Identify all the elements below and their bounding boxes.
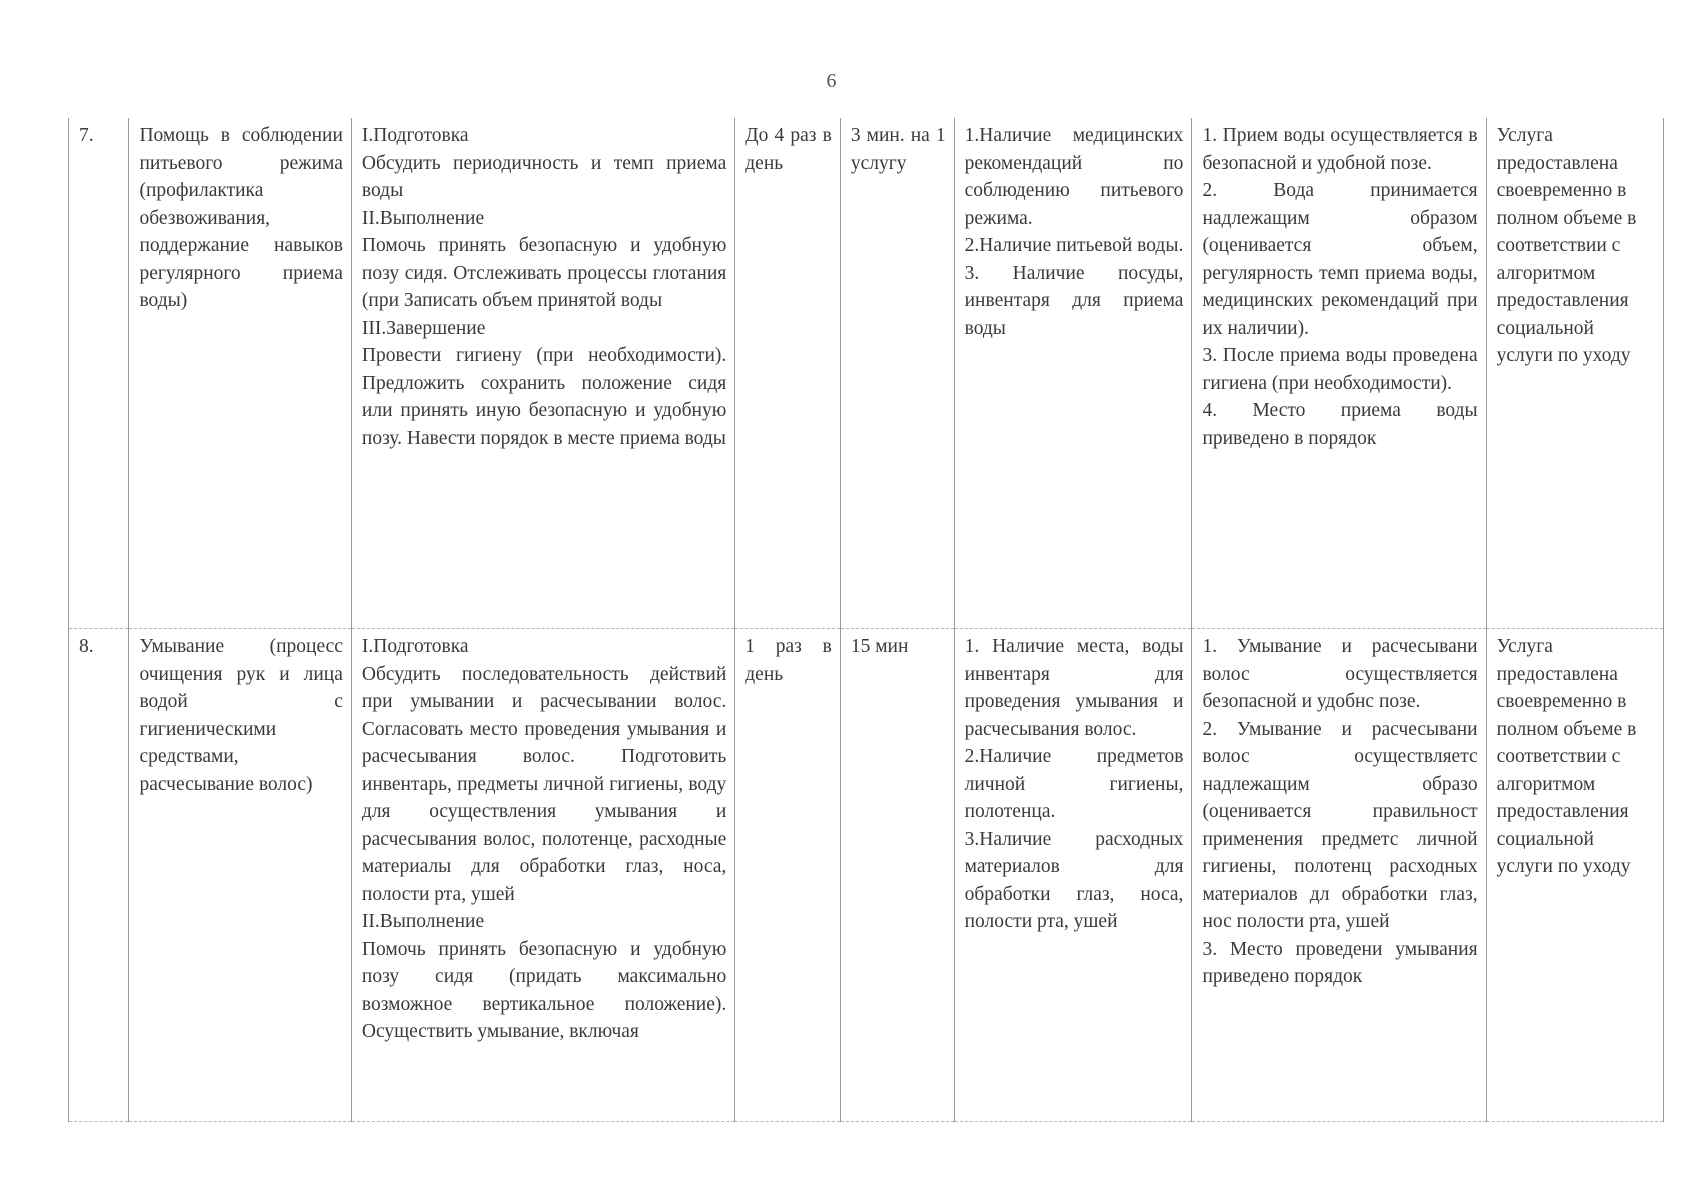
result-item: 3. После приема воды проведена гигиена (при необходимости). (1202, 345, 1478, 394)
result-item: 2. Умывание и расчесывани волос осуществляетс надлежащим образо (оценивается правильност применения предметс личной гигиены, полотенц расходных материалов дл обработки глаз, нос полости рта, ушей (1202, 718, 1478, 932)
result-item: 1. Прием воды осуществляется в безопасной и удобной позе. (1202, 125, 1478, 174)
condition-item: 1.Наличие медицинских рекомендаций по соблюдению питьевого режима. (964, 125, 1184, 229)
service-evaluation: Услуга предоставлена своевременно в полном объеме в соответствии с алгоритмом предоставления социальной услуги по уходу (1486, 118, 1663, 629)
table-row (69, 629, 1664, 1122)
service-time: 3 мин. на 1 услугу (840, 118, 954, 629)
action-step: III.Завершение (361, 317, 486, 339)
result-item: 1. Умывание и расчесывани волос осуществляется безопасной и удобнс позе. (1202, 636, 1478, 712)
action-step: II.Выполнение (361, 207, 485, 229)
service-time: 15 мин (840, 629, 954, 1122)
action-step: II.Выполнение (361, 911, 485, 932)
condition-item: 1. Наличие места, воды инвентаря для проведения умывания и расчесывания волос. (964, 636, 1184, 740)
row-number: 7. (69, 118, 129, 629)
result-item: 4. Место приема воды приведено в порядок (1202, 400, 1478, 449)
action-step: Обсудить последовательность действий при умывании и расчесывании волос. Согласовать место проведения умывания и расчесывания волос. Подготовить инвентарь, предметы личной гигиены, воду для осуществления умывания и расчесывания волос, полотенце, расходные материалы для обработки глаз, носа, полости рта, ушей (361, 663, 727, 905)
service-frequency: 1 раз в день (735, 629, 841, 1122)
service-evaluation: Услуга предоставлена своевременно в полном объеме в соответствии с алгоритмом предоставления социальной услуги по уходу (1486, 629, 1663, 1122)
action-step: I.Подготовка (361, 636, 469, 657)
service-actions (351, 118, 734, 629)
services-table (68, 118, 1664, 1122)
condition-item: 3. Наличие посуды, инвентаря для приема воды (964, 262, 1184, 339)
service-name: Помощь в соблюдении питьевого режима (профилактика обезвоживания, поддержание навыков регулярного приема воды) (129, 118, 351, 629)
page-number: 6 (826, 70, 837, 92)
condition-item: 2.Наличие предметов личной гигиены, полотенца. (964, 746, 1184, 822)
action-step: Помочь принять безопасную и удобную позу сидя. Отслеживать процессы глотания (при Записать объем принятой воды (361, 235, 727, 311)
service-actions (351, 629, 734, 1122)
service-conditions (954, 629, 1192, 1122)
service-conditions (954, 118, 1192, 629)
result-item: 3. Место проведени умывания приведено порядок (1202, 938, 1478, 987)
service-name: Умывание (процесс очищения рук и лица водой с гигиеническими средствами, расчесывание волос) (129, 629, 351, 1122)
action-step: I.Подготовка (361, 125, 469, 146)
condition-item: 2.Наличие питьевой воды. (964, 235, 1184, 256)
table-row (69, 118, 1664, 629)
condition-item: 3.Наличие расходных материалов для обработки глаз, носа, полости рта, ушей (964, 828, 1184, 932)
action-step: Обсудить периодичность и темп приема воды (361, 152, 727, 201)
row-number: 8. (69, 629, 129, 1122)
service-results (1192, 629, 1486, 1122)
result-item: 2. Вода принимается надлежащим образом (оценивается объем, регулярность темп приема воды, медицинских рекомендаций при их наличии). (1202, 180, 1478, 339)
service-results (1192, 118, 1486, 629)
service-frequency: До 4 раз в день (735, 118, 841, 629)
action-step: Провести гигиену (при необходимости). Предложить сохранить положение сидя или принять иную безопасную и удобную позу. Навести порядок в месте приема воды (361, 345, 727, 449)
action-step: Помочь принять безопасную и удобную позу сидя (придать максимально возможное вертикальное положение). Осуществить умывание, включая (361, 938, 727, 1042)
